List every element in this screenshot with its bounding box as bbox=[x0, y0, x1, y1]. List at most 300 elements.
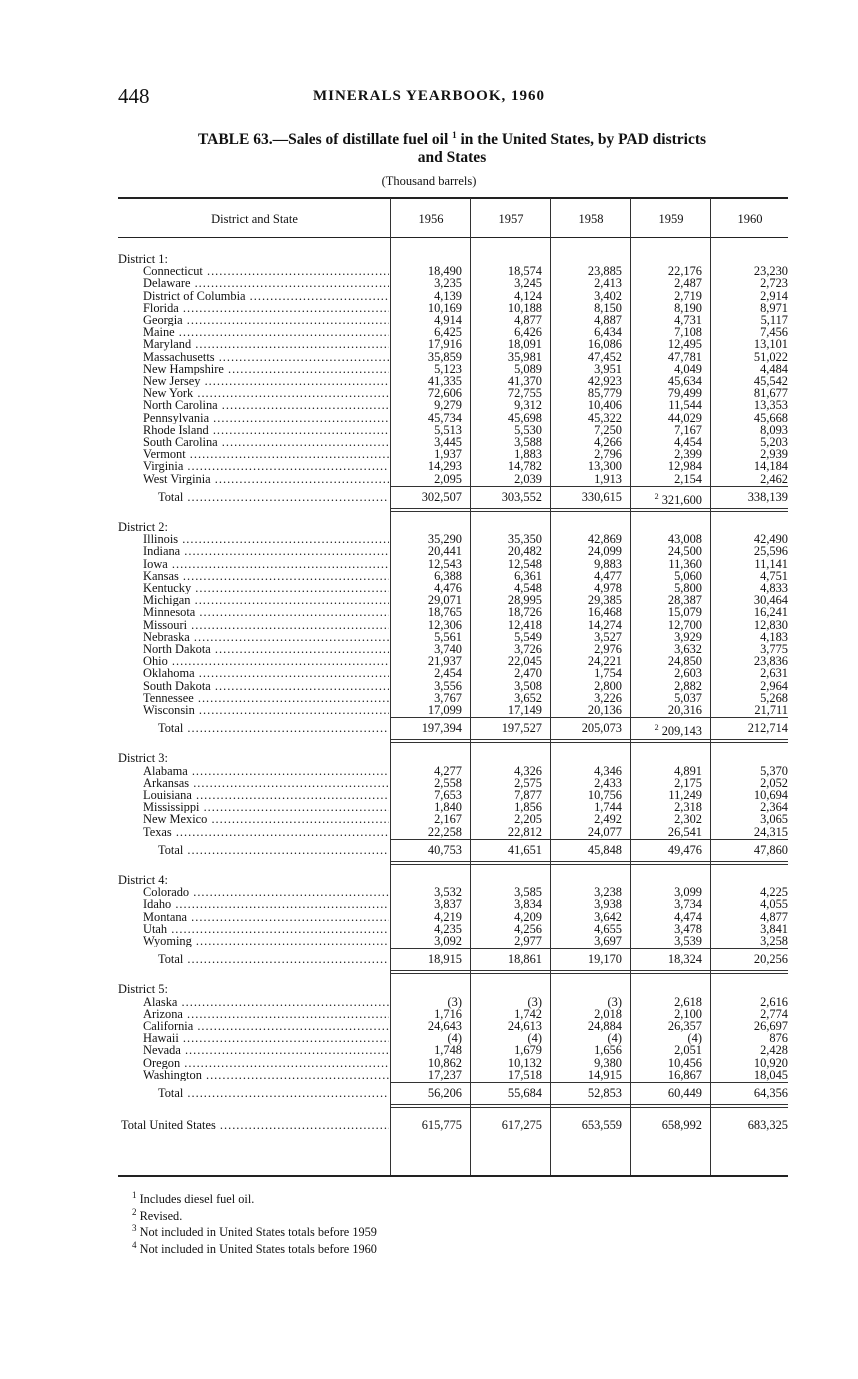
cell-value: 7,877 bbox=[514, 788, 542, 802]
cell-value: 45,668 bbox=[753, 410, 788, 425]
cell-value: 22,812 bbox=[507, 824, 542, 839]
cell-value: 338,139 bbox=[747, 489, 788, 504]
cell-value: 2,616 bbox=[760, 994, 788, 1009]
table-row bbox=[0, 619, 858, 631]
cell-value: 79,499 bbox=[667, 386, 702, 401]
title-line2: and States bbox=[417, 149, 487, 167]
cell-value: 42,923 bbox=[587, 374, 622, 388]
cell-value: 11,360 bbox=[668, 556, 702, 571]
cell-value: 14,274 bbox=[587, 617, 622, 632]
cell-value: 47,781 bbox=[667, 349, 702, 364]
cell-value: 1,744 bbox=[594, 800, 622, 815]
cell-value: 17,916 bbox=[427, 337, 462, 352]
state-name: Massachusetts ..... bbox=[143, 351, 389, 363]
cell-value: 12,548 bbox=[507, 556, 542, 571]
cell-value: 3,585 bbox=[514, 885, 542, 900]
cell-value: 12,418 bbox=[507, 617, 542, 632]
table-row bbox=[0, 680, 858, 692]
cell-value: 876 bbox=[769, 1031, 788, 1046]
cell-value: 51,022 bbox=[753, 349, 788, 364]
cell-value: 23,230 bbox=[753, 264, 788, 279]
cell-value: (3) bbox=[607, 994, 622, 1009]
cell-value: 3,445 bbox=[434, 435, 462, 449]
cell-value: 3,642 bbox=[594, 909, 622, 924]
cell-value: 4,877 bbox=[514, 313, 542, 327]
cell-value: 17,237 bbox=[427, 1067, 462, 1082]
cell-value: 3,951 bbox=[594, 361, 622, 376]
cell-value: 18,091 bbox=[507, 337, 542, 352]
cell-value: 9,312 bbox=[514, 398, 542, 413]
cell-value: 16,241 bbox=[753, 605, 788, 620]
state-name: North Carolina ..... bbox=[143, 399, 389, 411]
state-name: Virginia ..... bbox=[143, 460, 389, 472]
cell-value: 3,775 bbox=[760, 642, 788, 656]
cell-value: 20,441 bbox=[427, 544, 462, 559]
cell-value: 19,170 bbox=[587, 952, 622, 967]
cell-value: 4,474 bbox=[674, 909, 702, 924]
district-name: District 2: bbox=[118, 520, 168, 534]
total-row bbox=[0, 489, 858, 507]
cell-value: 615,775 bbox=[421, 1118, 462, 1133]
district-name: District 3: bbox=[118, 751, 168, 766]
cell-value: 2,462 bbox=[760, 471, 788, 486]
cell-value: 2,882 bbox=[674, 678, 702, 693]
cell-value: 5,549 bbox=[514, 629, 542, 644]
cell-value: 6,361 bbox=[514, 568, 542, 583]
state-name: Nevada ..... bbox=[143, 1044, 389, 1056]
footnote-mark: 2 bbox=[132, 1206, 137, 1217]
cell-value: 4,049 bbox=[674, 361, 702, 376]
cell-value: 14,293 bbox=[427, 459, 462, 474]
footnote-mark: 4 bbox=[132, 1239, 137, 1250]
cell-value: 24,077 bbox=[587, 824, 622, 839]
cell-value: 2,603 bbox=[674, 666, 702, 681]
cell-value: 20,482 bbox=[507, 544, 542, 559]
row-rule bbox=[391, 1082, 788, 1083]
state-name: Florida ..... bbox=[143, 302, 389, 314]
cell-value: 4,139 bbox=[434, 288, 462, 303]
cell-value: 24,221 bbox=[587, 654, 622, 669]
cell-value: 1,883 bbox=[514, 447, 542, 462]
cell-value: 2,399 bbox=[674, 447, 702, 462]
header-year-1960: 1960 bbox=[737, 212, 763, 226]
header-rule bbox=[118, 237, 788, 238]
header-year-1957: 1957 bbox=[498, 212, 524, 226]
table-row bbox=[0, 704, 858, 716]
cell-value: 12,984 bbox=[667, 459, 702, 474]
table-row bbox=[0, 570, 858, 582]
state-name: Alabama ..... bbox=[143, 765, 389, 777]
row-rule bbox=[391, 970, 788, 974]
state-name: New Hampshire ..... bbox=[143, 363, 389, 375]
cell-value: 26,357 bbox=[667, 1019, 702, 1033]
district-name: District 5: bbox=[118, 982, 168, 997]
row-rule bbox=[391, 739, 788, 743]
row-rule bbox=[391, 839, 788, 840]
cell-value: 4,477 bbox=[594, 568, 622, 583]
state-name: South Carolina ..... bbox=[143, 436, 389, 448]
state-name: Maine ..... bbox=[143, 326, 389, 338]
table-row bbox=[0, 412, 858, 424]
state-name: Washington ..... bbox=[143, 1069, 389, 1081]
state-name: Indiana ..... bbox=[143, 545, 389, 557]
cell-value: 683,325 bbox=[747, 1118, 788, 1133]
cell-value: (4) bbox=[687, 1031, 702, 1046]
cell-value: 20,136 bbox=[587, 703, 622, 717]
cell-value: 3,697 bbox=[594, 934, 622, 948]
cell-value: 17,149 bbox=[507, 703, 542, 717]
cell-value: 47,452 bbox=[587, 349, 622, 364]
total-row bbox=[0, 844, 858, 856]
header-year-1959: 1959 bbox=[658, 212, 684, 226]
cell-value: 9,279 bbox=[434, 398, 462, 413]
cell-value: 2,039 bbox=[514, 471, 542, 486]
cell-value: 2,492 bbox=[594, 812, 622, 827]
state-name: Missouri ..... bbox=[143, 619, 389, 631]
cell-value: 2,052 bbox=[760, 775, 788, 790]
cell-value: 1,716 bbox=[434, 1006, 462, 1021]
cell-value: 24,884 bbox=[587, 1019, 622, 1033]
cell-value: 28,995 bbox=[507, 593, 542, 608]
cell-value: 81,677 bbox=[753, 386, 788, 401]
cell-value: 4,346 bbox=[594, 763, 622, 778]
footnotes bbox=[132, 1189, 377, 1255]
cell-value: 3,734 bbox=[674, 897, 702, 912]
state-name: District of Columbia ..... bbox=[143, 290, 389, 302]
state-name: Hawaii ..... bbox=[143, 1032, 389, 1044]
cell-value: 9,380 bbox=[594, 1055, 622, 1070]
cell-value: 45,634 bbox=[667, 374, 702, 388]
cell-value: 8,150 bbox=[594, 300, 622, 315]
cell-value: 18,861 bbox=[507, 952, 542, 967]
table-row bbox=[0, 1032, 858, 1044]
state-name: Arkansas ..... bbox=[143, 777, 389, 789]
cell-value: 11,249 bbox=[668, 788, 702, 802]
table-row bbox=[0, 424, 858, 436]
cell-value: 4,914 bbox=[434, 313, 462, 327]
cell-value: 41,335 bbox=[427, 374, 462, 388]
cell-value: 60,449 bbox=[667, 1086, 702, 1100]
cell-value: 197,527 bbox=[501, 721, 542, 736]
cell-value: 23,836 bbox=[753, 654, 788, 669]
cell-value: 21,937 bbox=[427, 654, 462, 669]
total-label: Total ..... bbox=[158, 844, 389, 856]
cell-value: 2,095 bbox=[434, 471, 462, 486]
cell-value: 653,559 bbox=[581, 1118, 622, 1133]
state-name: Connecticut ..... bbox=[143, 265, 389, 277]
cell-value: 3,099 bbox=[674, 885, 702, 900]
cell-value: 18,574 bbox=[507, 264, 542, 279]
cell-value: 2,433 bbox=[594, 775, 622, 790]
table-row bbox=[0, 1020, 858, 1032]
title-line1-post: in the United States, by PAD districts bbox=[460, 131, 707, 149]
title-line1-pre: TABLE 63.—Sales of distillate fuel oil bbox=[197, 131, 449, 149]
cell-value: 2,719 bbox=[674, 288, 702, 303]
cell-value: 14,915 bbox=[587, 1067, 622, 1082]
cell-value: 44,029 bbox=[667, 410, 702, 425]
cell-value: 24,500 bbox=[667, 544, 702, 559]
cell-value: 5,203 bbox=[760, 435, 788, 449]
cell-value: 658,992 bbox=[661, 1118, 702, 1133]
title-footnote-mark: 1 bbox=[452, 130, 457, 140]
cell-value: 10,862 bbox=[427, 1055, 462, 1070]
state-name: Wisconsin ..... bbox=[143, 704, 389, 716]
cell-value: 30,464 bbox=[753, 593, 788, 608]
cell-value: (3) bbox=[447, 994, 462, 1009]
total-row bbox=[0, 721, 858, 739]
state-name: West Virginia ..... bbox=[143, 473, 389, 485]
running-head: MINERALS YEARBOOK, 1960 bbox=[312, 88, 546, 104]
cell-value: 2,800 bbox=[594, 678, 622, 693]
cell-value: 3,588 bbox=[514, 435, 542, 449]
cell-value: 40,753 bbox=[427, 842, 462, 857]
cell-value: 3,726 bbox=[514, 642, 542, 656]
cell-value: 24,643 bbox=[427, 1019, 462, 1033]
state-name: New York ..... bbox=[143, 387, 389, 399]
district-heading bbox=[0, 752, 858, 764]
cell-value: 3,532 bbox=[434, 885, 462, 900]
cell-value: 45,542 bbox=[753, 374, 788, 388]
cell-value: 10,406 bbox=[587, 398, 622, 413]
state-name: Idaho ..... bbox=[143, 898, 389, 910]
total-label: Total ..... bbox=[158, 1087, 389, 1099]
state-name: Minnesota ..... bbox=[143, 606, 389, 618]
district-name: District 1: bbox=[118, 252, 168, 266]
cell-value: 3,226 bbox=[594, 690, 622, 705]
cell-value: 29,385 bbox=[587, 593, 622, 608]
cell-value: 24,850 bbox=[667, 654, 702, 669]
cell-value: 303,552 bbox=[501, 489, 542, 504]
cell-value: 2,167 bbox=[434, 812, 462, 827]
grand-total-row bbox=[0, 1119, 858, 1131]
cell-value: 10,756 bbox=[587, 788, 622, 802]
cell-value: 2,964 bbox=[760, 678, 788, 693]
cell-value: 3,929 bbox=[674, 629, 702, 644]
cell-value: 4,277 bbox=[434, 763, 462, 778]
cell-value: 2,428 bbox=[760, 1043, 788, 1058]
cell-value: 7,456 bbox=[760, 325, 788, 340]
state-name: Texas ..... bbox=[143, 826, 389, 838]
row-rule bbox=[391, 717, 788, 718]
cell-value: 13,300 bbox=[587, 459, 622, 474]
cell-value: 1,742 bbox=[514, 1006, 542, 1021]
table-row bbox=[0, 813, 858, 825]
table-row bbox=[0, 460, 858, 472]
cell-value: 7,167 bbox=[674, 422, 702, 437]
cell-value: 64,356 bbox=[753, 1086, 788, 1100]
table-row bbox=[0, 777, 858, 789]
cell-value: 45,734 bbox=[427, 410, 462, 425]
cell-value: 22,045 bbox=[507, 654, 542, 669]
cell-value: 7,250 bbox=[594, 422, 622, 437]
cell-value: 10,920 bbox=[753, 1055, 788, 1070]
table-row bbox=[0, 631, 858, 643]
page-number: 448 bbox=[118, 84, 150, 108]
cell-value: 18,045 bbox=[753, 1067, 788, 1082]
cell-value: 2,454 bbox=[434, 666, 462, 681]
cell-value: 2,977 bbox=[514, 934, 542, 948]
cell-value: 5,117 bbox=[760, 313, 788, 327]
cell-value: 4,887 bbox=[594, 313, 622, 327]
state-name: Arizona ..... bbox=[143, 1008, 389, 1020]
cell-value: 4,476 bbox=[434, 581, 462, 595]
footnote bbox=[132, 1239, 377, 1256]
cell-value: 2,976 bbox=[594, 642, 622, 656]
cell-value: 2,051 bbox=[674, 1043, 702, 1058]
cell-value: 4,548 bbox=[514, 581, 542, 595]
state-name: Iowa ..... bbox=[143, 558, 389, 570]
cell-value: 18,490 bbox=[427, 264, 462, 279]
cell-value: 13,101 bbox=[753, 337, 788, 352]
state-name: Rhode Island ..... bbox=[143, 424, 389, 436]
total-row bbox=[0, 1087, 858, 1099]
cell-value: 4,209 bbox=[514, 909, 542, 924]
cell-value: 7,108 bbox=[674, 325, 702, 340]
cell-value: 1,656 bbox=[594, 1043, 622, 1058]
table-row bbox=[0, 789, 858, 801]
row-rule bbox=[391, 1104, 788, 1108]
cell-value: 24,315 bbox=[753, 824, 788, 839]
cell-value: 4,891 bbox=[674, 763, 702, 778]
table-row bbox=[0, 765, 858, 777]
cell-value: 3,527 bbox=[594, 629, 622, 644]
cell-value: 41,370 bbox=[507, 374, 542, 388]
cell-value: 20,256 bbox=[753, 952, 788, 967]
cell-value: 55,684 bbox=[507, 1086, 542, 1100]
state-name: Delaware ..... bbox=[143, 277, 389, 289]
cell-value: 5,060 bbox=[674, 568, 702, 583]
cell-value: 3,556 bbox=[434, 678, 462, 693]
table-row bbox=[0, 923, 858, 935]
cell-value: 72,606 bbox=[427, 386, 462, 401]
state-name: Tennessee ..... bbox=[143, 692, 389, 704]
table-row bbox=[0, 399, 858, 411]
cell-value: 212,714 bbox=[747, 721, 788, 736]
cell-value: 47,860 bbox=[753, 842, 788, 857]
cell-value: 5,513 bbox=[434, 422, 462, 437]
cell-value: 11,141 bbox=[754, 556, 788, 571]
cell-value: 24,613 bbox=[507, 1019, 542, 1033]
cell-value: 3,632 bbox=[674, 642, 702, 656]
cell-value: 12,543 bbox=[427, 556, 462, 571]
cell-value: 18,915 bbox=[427, 952, 462, 967]
cell-value: (4) bbox=[447, 1031, 462, 1046]
state-name: Utah ..... bbox=[143, 923, 389, 935]
state-name: California ..... bbox=[143, 1020, 389, 1032]
state-name: Georgia ..... bbox=[143, 314, 389, 326]
cell-value: 12,700 bbox=[667, 617, 702, 632]
state-name: Vermont ..... bbox=[143, 448, 389, 460]
table-row bbox=[0, 302, 858, 314]
table-bottom-rule bbox=[118, 1175, 788, 1177]
cell-value: 5,123 bbox=[434, 361, 462, 376]
cell-value: 20,316 bbox=[667, 703, 702, 717]
cell-value: 16,086 bbox=[587, 337, 622, 352]
state-name: Colorado ..... bbox=[143, 886, 389, 898]
cell-value: 4,655 bbox=[594, 921, 622, 936]
row-rule bbox=[391, 508, 788, 512]
row-rule bbox=[391, 861, 788, 865]
table-row bbox=[0, 655, 858, 667]
state-name: Alaska ..... bbox=[143, 996, 389, 1008]
state-name: Maryland ..... bbox=[143, 338, 389, 350]
cell-value: 2,413 bbox=[594, 276, 622, 291]
cell-value: 1,937 bbox=[434, 447, 462, 462]
cell-value: 3,841 bbox=[760, 921, 788, 936]
state-name: Ohio ..... bbox=[143, 655, 389, 667]
cell-value: 29,071 bbox=[427, 593, 462, 608]
cell-value: 2,154 bbox=[674, 471, 702, 486]
cell-value: 5,089 bbox=[514, 361, 542, 376]
cell-value: 10,456 bbox=[667, 1055, 702, 1070]
cell-value: 18,765 bbox=[427, 605, 462, 620]
table-row bbox=[0, 935, 858, 947]
footnote-text: Revised. bbox=[136, 1208, 183, 1223]
state-name: North Dakota ..... bbox=[143, 643, 389, 655]
cell-value: 22,176 bbox=[667, 264, 702, 279]
cell-value: 14,184 bbox=[753, 459, 788, 474]
cell-value: 2,364 bbox=[760, 800, 788, 815]
cell-value: 6,426 bbox=[514, 325, 542, 340]
state-name: Michigan ..... bbox=[143, 594, 389, 606]
cell-value: 45,698 bbox=[507, 410, 542, 425]
cell-value: 24,099 bbox=[587, 544, 622, 559]
cell-value: 4,833 bbox=[760, 581, 788, 595]
cell-value: 5,561 bbox=[434, 629, 462, 644]
cell-value: 4,219 bbox=[434, 909, 462, 924]
cell-value: 45,322 bbox=[587, 410, 622, 425]
district-heading bbox=[0, 983, 858, 995]
cell-value: (3) bbox=[527, 994, 542, 1009]
cell-value: 35,350 bbox=[507, 532, 542, 547]
cell-value: 35,859 bbox=[427, 349, 462, 364]
cell-value: 5,037 bbox=[674, 690, 702, 705]
cell-value: 8,190 bbox=[674, 300, 702, 315]
cell-value: 3,402 bbox=[594, 288, 622, 303]
cell-value: 2,796 bbox=[594, 447, 622, 462]
cell-value: 16,867 bbox=[667, 1067, 702, 1082]
cell-value: 25,596 bbox=[753, 544, 788, 559]
footnote-mark: 2 bbox=[654, 491, 659, 501]
table-row bbox=[0, 338, 858, 350]
cell-value: 6,425 bbox=[434, 325, 462, 340]
cell-value: 3,837 bbox=[434, 897, 462, 912]
state-name: Kansas ..... bbox=[143, 570, 389, 582]
cell-value: 3,065 bbox=[760, 812, 788, 827]
cell-value: 3,508 bbox=[514, 678, 542, 693]
cell-value: 3,834 bbox=[514, 897, 542, 912]
state-name: Nebraska ..... bbox=[143, 631, 389, 643]
state-name: Pennsylvania ..... bbox=[143, 412, 389, 424]
cell-value: 4,454 bbox=[674, 435, 702, 449]
cell-value: 21,711 bbox=[754, 703, 788, 717]
cell-value: 5,268 bbox=[760, 690, 788, 705]
cell-value: 42,869 bbox=[587, 532, 622, 547]
cell-value: 4,124 bbox=[514, 288, 542, 303]
cell-value: 41,651 bbox=[507, 842, 542, 857]
cell-value: 2,318 bbox=[674, 800, 702, 815]
table-row bbox=[0, 801, 858, 813]
footnote bbox=[132, 1222, 377, 1239]
cell-value: 17,099 bbox=[427, 703, 462, 717]
state-name: Louisiana ..... bbox=[143, 789, 389, 801]
cell-value: 1,679 bbox=[514, 1043, 542, 1058]
cell-value: 8,971 bbox=[760, 300, 788, 315]
cell-value: 4,256 bbox=[514, 921, 542, 936]
cell-value: 10,188 bbox=[507, 300, 542, 315]
cell-value: 45,848 bbox=[587, 842, 622, 857]
row-rule bbox=[391, 948, 788, 949]
